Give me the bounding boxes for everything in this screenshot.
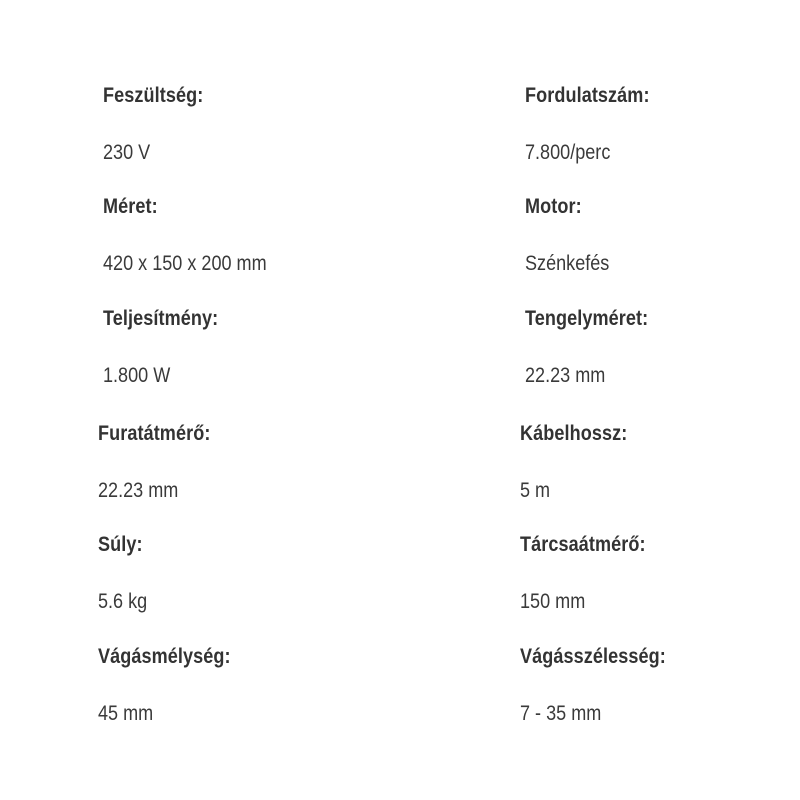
spec-label: Fordulatszám:: [525, 84, 650, 107]
spec-label: Méret:: [103, 195, 158, 218]
spec-item-cable-length: [520, 421, 800, 504]
spec-label: Tengelyméret:: [525, 307, 649, 330]
spec-item-rpm: [525, 83, 800, 166]
spec-label: Vágásszélesség:: [520, 645, 666, 668]
spec-value: 22.23 mm: [525, 364, 606, 387]
spec-item-power: [103, 306, 403, 389]
spec-label: Feszültség:: [103, 84, 204, 107]
spec-value: 7 - 35 mm: [520, 702, 602, 725]
spec-value: 420 x 150 x 200 mm: [103, 252, 267, 275]
spec-item-disc-diameter: [520, 532, 800, 615]
spec-value: 5 m: [520, 479, 551, 502]
spec-label: Motor:: [525, 195, 582, 218]
spec-value: 22.23 mm: [98, 479, 179, 502]
spec-label: Súly:: [98, 533, 143, 556]
spec-value: Szénkefés: [525, 252, 610, 275]
spec-label: Teljesítmény:: [103, 307, 219, 330]
spec-value: 150 mm: [520, 590, 586, 613]
spec-value: 1.800 W: [103, 364, 171, 387]
spec-value: 7.800/perc: [525, 141, 611, 164]
spec-item-bore-diameter: [98, 421, 398, 504]
spec-value: 230 V: [103, 141, 151, 164]
spec-label: Furatátmérő:: [98, 422, 211, 445]
spec-value: 45 mm: [98, 702, 154, 725]
spec-item-size: [103, 194, 403, 277]
spec-item-cutting-width: [520, 644, 800, 727]
spec-label: Kábelhossz:: [520, 422, 628, 445]
spec-item-motor: [525, 194, 800, 277]
spec-label: Tárcsaátmérő:: [520, 533, 646, 556]
spec-item-voltage: [103, 83, 403, 166]
spec-item-shaft-size: [525, 306, 800, 389]
spec-item-cutting-depth: [98, 644, 398, 727]
spec-label: Vágásmélység:: [98, 645, 231, 668]
spec-value: 5.6 kg: [98, 590, 148, 613]
spec-item-weight: [98, 532, 398, 615]
